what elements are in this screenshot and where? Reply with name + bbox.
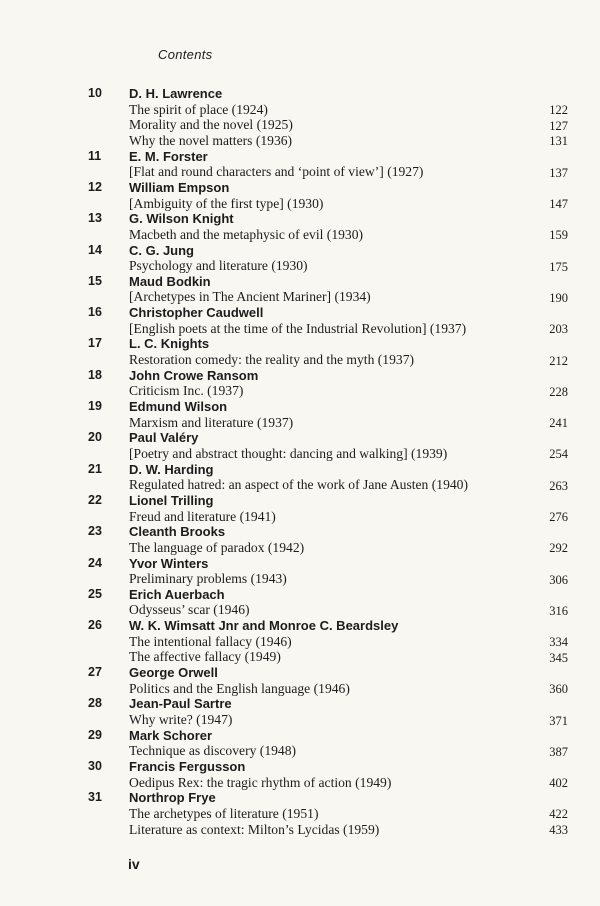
page-number: 402 bbox=[549, 776, 568, 791]
page-number: 334 bbox=[549, 635, 568, 650]
author-name: G. Wilson Knight bbox=[129, 211, 234, 227]
chapter-number: 18 bbox=[88, 367, 102, 382]
work-title: Literature as context: Milton’s Lycidas (1959) bbox=[129, 821, 380, 837]
chapter-number: 29 bbox=[88, 727, 102, 742]
chapter-number: 11 bbox=[88, 148, 102, 163]
chapter-number: 16 bbox=[88, 305, 102, 320]
chapter-number: 27 bbox=[88, 665, 102, 680]
work-title: Marxism and literature (1937) bbox=[129, 414, 294, 430]
chapter-number: 28 bbox=[88, 696, 102, 711]
page-number: 254 bbox=[549, 447, 568, 462]
page-number: 306 bbox=[549, 572, 568, 587]
page-number: 316 bbox=[549, 603, 568, 618]
work-title: The archetypes of literature (1951) bbox=[129, 805, 319, 821]
chapter-number: 14 bbox=[88, 242, 102, 257]
author-name: Edmund Wilson bbox=[129, 399, 228, 414]
chapter-number: 13 bbox=[88, 211, 102, 226]
chapter-number: 17 bbox=[88, 336, 102, 351]
page-number: 360 bbox=[549, 682, 568, 697]
page-number: 212 bbox=[549, 353, 568, 368]
work-title: Politics and the English language (1946) bbox=[129, 680, 350, 696]
work-title: The intentional fallacy (1946) bbox=[129, 633, 292, 649]
author-name: Cleanth Brooks bbox=[129, 524, 226, 540]
page-folio: iv bbox=[128, 856, 140, 872]
chapter-number: 24 bbox=[88, 555, 102, 570]
work-title: [English poets at the time of the Industrial Revolution] (1937) bbox=[129, 320, 467, 336]
chapter-number: 15 bbox=[88, 273, 102, 288]
work-title: Why write? (1947) bbox=[129, 712, 233, 727]
author-name: W. K. Wimsatt Jnr and Monroe C. Beardsley bbox=[129, 618, 399, 634]
work-title: [Archetypes in The Ancient Mariner] (1934) bbox=[129, 289, 371, 305]
work-title: [Ambiguity of the first type] (1930) bbox=[129, 195, 324, 211]
chapter-number: 10 bbox=[88, 86, 102, 100]
work-title: The affective fallacy (1949) bbox=[129, 649, 281, 665]
chapter-number: 23 bbox=[88, 524, 102, 539]
page-number: 228 bbox=[549, 384, 568, 399]
work-title: Why the novel matters (1936) bbox=[129, 132, 293, 148]
page-number: 422 bbox=[549, 807, 568, 822]
author-name: Mark Schorer bbox=[129, 727, 213, 743]
page-number: 122 bbox=[549, 103, 568, 118]
chapter-number: 20 bbox=[88, 430, 102, 445]
work-title: [Flat and round characters and ‘point of view’] (1927) bbox=[129, 164, 424, 180]
page-number: 190 bbox=[549, 290, 568, 305]
chapter-number: 22 bbox=[88, 492, 102, 507]
author-name: Francis Fergusson bbox=[129, 758, 246, 774]
chapter-number: 12 bbox=[88, 179, 102, 194]
chapter-number: 21 bbox=[88, 461, 102, 476]
work-title: [Poetry and abstract thought: dancing and walking] (1939) bbox=[129, 445, 448, 461]
work-title: Morality and the novel (1925) bbox=[129, 117, 293, 133]
chapter-number: 25 bbox=[88, 586, 102, 601]
author-name: Jean-Paul Sartre bbox=[129, 696, 232, 712]
chapter-number: 30 bbox=[88, 758, 102, 773]
chapter-number: 26 bbox=[88, 618, 102, 633]
author-name: Lionel Trilling bbox=[129, 492, 214, 508]
author-name: Christopher Caudwell bbox=[129, 305, 264, 321]
work-title: Freud and literature (1941) bbox=[129, 508, 276, 524]
author-name: John Crowe Ransom bbox=[129, 367, 259, 383]
page-number: 175 bbox=[549, 259, 568, 274]
page-number: 137 bbox=[549, 165, 568, 180]
work-title: Restoration comedy: the reality and the myth (1937) bbox=[129, 352, 415, 368]
work-title: The spirit of place (1924) bbox=[129, 101, 268, 117]
work-title: The language of paradox (1942) bbox=[129, 539, 305, 555]
author-name: Erich Auerbach bbox=[129, 586, 225, 602]
work-title: Criticism Inc. (1937) bbox=[129, 383, 244, 399]
author-name: D. H. Lawrence bbox=[129, 86, 223, 101]
work-title: Macbeth and the metaphysic of evil (1930) bbox=[129, 226, 364, 242]
work-title: Psychology and literature (1930) bbox=[129, 258, 308, 274]
page-number: 127 bbox=[549, 118, 568, 133]
author-name: William Empson bbox=[129, 179, 230, 195]
page-number: 387 bbox=[549, 744, 568, 759]
author-name: Northrop Frye bbox=[129, 790, 216, 806]
author-name: C. G. Jung bbox=[129, 242, 194, 258]
work-title: Technique as discovery (1948) bbox=[129, 743, 297, 759]
author-name: L. C. Knights bbox=[129, 336, 210, 352]
author-name: George Orwell bbox=[129, 665, 218, 681]
page-number: 276 bbox=[549, 510, 568, 525]
author-name: Yvor Winters bbox=[129, 555, 209, 571]
author-name: Maud Bodkin bbox=[129, 273, 211, 289]
work-title: Preliminary problems (1943) bbox=[129, 571, 287, 587]
work-title: Odysseus’ scar (1946) bbox=[129, 602, 250, 618]
page-number: 147 bbox=[549, 197, 568, 212]
running-header: Contents bbox=[158, 47, 213, 62]
page-number: 159 bbox=[549, 228, 568, 243]
page-number: 263 bbox=[549, 478, 568, 493]
page-number: 433 bbox=[549, 823, 568, 838]
page-number: 345 bbox=[549, 650, 568, 665]
page-number: 292 bbox=[549, 541, 568, 556]
author-name: D. W. Harding bbox=[129, 461, 214, 477]
chapter-number: 19 bbox=[88, 399, 102, 413]
author-name: Paul Valéry bbox=[129, 430, 199, 446]
work-title: Regulated hatred: an aspect of the work of Jane Austen (1940) bbox=[129, 477, 468, 493]
work-title: Oedipus Rex: the tragic rhythm of action (1949) bbox=[129, 774, 392, 790]
page-number: 241 bbox=[549, 416, 568, 431]
page-number: 203 bbox=[549, 322, 568, 337]
author-name: E. M. Forster bbox=[129, 148, 208, 164]
page-number: 131 bbox=[549, 134, 568, 149]
chapter-number: 31 bbox=[88, 790, 102, 805]
page-number: 371 bbox=[549, 713, 568, 728]
